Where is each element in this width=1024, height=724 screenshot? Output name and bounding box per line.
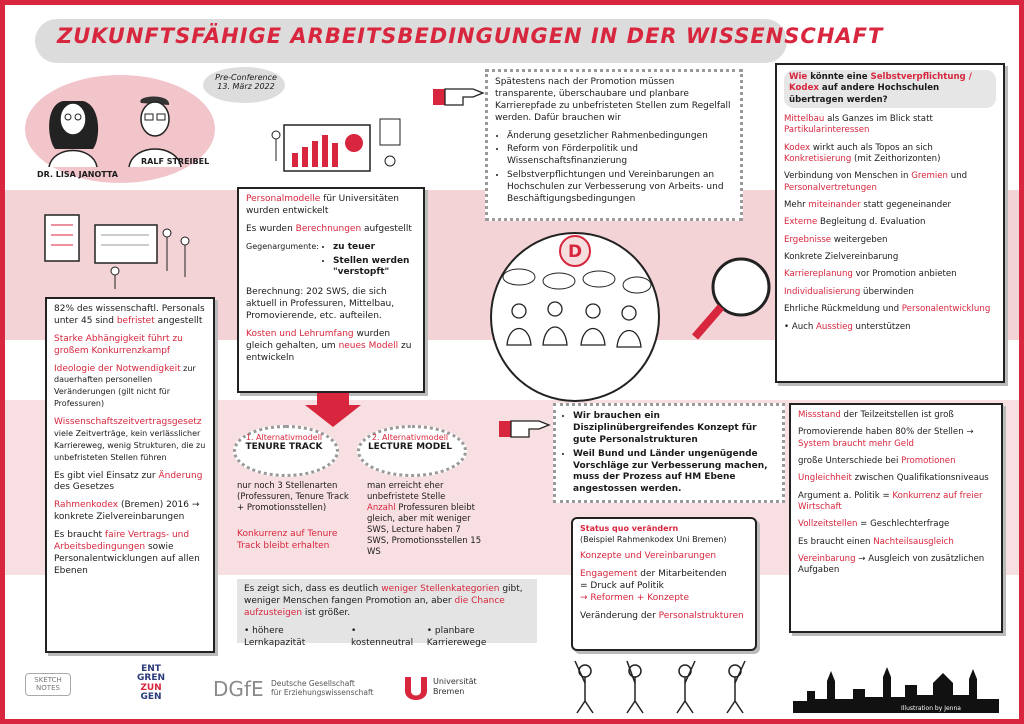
counter-item: • zu teuer bbox=[333, 242, 416, 254]
part-time-issues-box bbox=[789, 403, 1003, 633]
center-p1: Personalmodelle für Universitäten wurden entwickelt bbox=[246, 194, 399, 216]
concept-bullet: • Weil Bund und Länder ungenügende Vorschläge zur Verbesserung machen, muss der Prozess auf HM Ebene angestossen werden. bbox=[573, 449, 775, 497]
codex-item: • Auch Ausstieg unterstützen bbox=[784, 321, 911, 332]
left-item: Ideologie der Notwendigkeit zur dauerhaften personellen Veränderungen (gilt nicht für Professuren) bbox=[54, 363, 196, 409]
career-bullet: • Reform von Förderpolitik und Wissenschaftsfinanzierung bbox=[507, 144, 733, 168]
discipline-concept-box bbox=[553, 403, 785, 503]
event-label bbox=[211, 73, 281, 91]
city-skyline-icon bbox=[793, 661, 999, 713]
codex-question: Wie könnte eine Selbstverpflichtung / Kodex auf andere Hochschulen übertragen werden? bbox=[784, 70, 996, 108]
conclusion-bullet: • höhere Lernkapazität bbox=[244, 625, 306, 648]
conclusion-bullet: • kostenneutral bbox=[351, 625, 414, 648]
presentation-chart-icon bbox=[270, 113, 410, 185]
magnifier-icon bbox=[689, 249, 785, 345]
clipboard-people-icon bbox=[35, 211, 205, 291]
left-facts-box bbox=[45, 297, 215, 653]
conclusion-text: Es zeigt sich, dass es deutlich weniger Stellenkategorien gibt, weniger Menschen fangen Promotion an, aber die Chance aufzusteigen ist größer. bbox=[244, 584, 523, 618]
alt1-header: 1. Alternativmodell TENURE TRACK bbox=[245, 433, 323, 452]
center-p2: Es wurden Berechnungen aufgestellt bbox=[246, 223, 412, 234]
counter-item: • Stellen werden "verstopft" bbox=[333, 256, 416, 280]
conclusion-bullet: • planbare Karrierewege bbox=[426, 625, 487, 648]
conclusion-bullets bbox=[244, 626, 530, 650]
dgfe-logo: DGfE bbox=[213, 677, 264, 701]
left-item: Rahmenkodex (Bremen) 2016 → konkrete Zielvereinbarungen bbox=[54, 500, 200, 523]
left-item: Es braucht faire Vertrags- und Arbeitsbedingungen sowie Personalentwicklungen auf allen Ebenen bbox=[54, 530, 200, 576]
codex-item: Externe Begleitung d. Evaluation bbox=[784, 217, 926, 228]
page-title: ZUKUNFTSFÄHIGE ARBEITSBEDINGUNGEN IN DER WISSENSCHAFT bbox=[57, 24, 884, 48]
people-lifting-icon bbox=[565, 657, 765, 715]
career-intro: Spätestens nach der Promotion müssen transparente, überschaubare und planbare Karrierepfade zu unbefristeten Stellen zum Regelfall werden. Dafür brauchen wir bbox=[495, 77, 731, 123]
career-paths-box bbox=[485, 69, 743, 221]
issue-item: Vollzeitstellen = Geschlechterfrage bbox=[798, 519, 950, 530]
codex-item: Ergebnisse weitergeben bbox=[784, 234, 888, 245]
down-arrow-icon bbox=[303, 393, 363, 427]
codex-item: Verbindung von Menschen in Gremien und Personalvertretungen bbox=[784, 171, 968, 193]
speaker-portraits-icon bbox=[35, 79, 205, 169]
codex-item: Ehrliche Rückmeldung und Personalentwicklung bbox=[784, 304, 991, 315]
conclusion-box bbox=[237, 579, 537, 648]
concept-bullet: • Wir brauchen ein Disziplinübergreifendes Konzept für gute Personalstrukturen bbox=[573, 411, 775, 447]
left-item: Starke Abhängigkeit führt zu großem Konkurrenzkampf bbox=[54, 333, 183, 356]
codex-transfer-box bbox=[775, 63, 1005, 383]
codex-item: Konkrete Zielvereinbarung bbox=[784, 252, 899, 263]
alt1-desc: nur noch 3 Stellenarten (Professuren, Tenure Track + Promotionsstellen) bbox=[237, 481, 349, 514]
issue-item: Promovierende haben 80% der Stellen → System braucht mehr Geld bbox=[798, 427, 974, 449]
codex-item: Mehr miteinander statt gegeneinander bbox=[784, 200, 952, 211]
alt1-note: Konkurrenz auf Tenure Track bleibt erhalten bbox=[237, 529, 338, 551]
sketchnotes-logo: SKETCH NOTES bbox=[25, 673, 71, 696]
pointing-hand-icon-2 bbox=[499, 413, 551, 443]
codex-item: Individualisierung überwinden bbox=[784, 286, 914, 297]
career-bullet: • Selbstverpflichtungen und Vereinbarungen an Hochschulen zur Verbesserung von Arbeits- und Beschäftigungsbedingungen bbox=[507, 170, 733, 206]
codex-item: Kodex wirkt auch als Topos an sich Konkretisierung (mit Zeithorizonten) bbox=[784, 142, 941, 165]
left-item: Es gibt viel Einsatz zur Änderung des Gesetzes bbox=[54, 470, 203, 493]
illustrator-credit: Illustration by Jenna bbox=[901, 705, 961, 712]
issue-item: Missstand der Teilzeitstellen ist groß bbox=[798, 410, 954, 420]
uni-bremen-logo-icon bbox=[403, 675, 429, 703]
personnel-model-box bbox=[237, 187, 425, 393]
counter-arguments: Gegenargumente: • zu teuer • Stellen werden "verstopft" bbox=[246, 242, 416, 282]
center-p4: Kosten und Lehrumfang wurden gleich gehalten, um neues Modell zu entwickeln bbox=[246, 328, 412, 363]
status-quo-box: Status quo verändern (Beispiel Rahmenkodex Uni Bremen) Konzepte und Vereinbarungen Engagement der Mitarbeitenden = Druck auf Politik → Reformen + Konzepte Veränderung der Personalstrukturen bbox=[571, 517, 757, 651]
codex-item: Karriereplanung vor Promotion anbieten bbox=[784, 269, 957, 280]
speaker-name-2: RALF STREIBEL bbox=[141, 157, 210, 166]
issue-item: Argument a. Politik = Konkurrenz auf freier Wirtschaft bbox=[798, 490, 983, 513]
issue-item: große Unterschiede bei Promotionen bbox=[798, 456, 956, 467]
alt2-desc: man erreicht eher unbefristete Stelle Anzahl Professuren bleibt gleich, aber mit weniger SWS, Lecture haben 7 SWS, Promotionsstellen 15 WS bbox=[367, 481, 482, 558]
center-p3: Berechnung: 202 SWS, die sich aktuell in Professuren, Mittelbau, Promovierende, etc. aufteilen. bbox=[246, 287, 395, 321]
discussion-group-icon bbox=[469, 225, 681, 403]
entgrenzungen-logo: ENT GREN ZUN GEN bbox=[137, 664, 165, 703]
pointing-hand-icon bbox=[433, 81, 485, 111]
svg-text:D: D bbox=[568, 242, 583, 262]
codex-item: Mittelbau als Ganzes im Blick statt Partikularinteressen bbox=[784, 114, 933, 136]
issue-item: Es braucht einen Nachteilsausgleich bbox=[798, 536, 954, 547]
uni-bremen-name: Universität Bremen bbox=[433, 677, 477, 696]
dgfe-name: Deutsche Gesellschaft für Erziehungswissenschaft bbox=[271, 679, 374, 697]
alt2-header: 2. Alternativmodell LECTURE MODEL bbox=[367, 433, 453, 452]
career-bullet: • Änderung gesetzlicher Rahmenbedingungen bbox=[507, 131, 733, 143]
issue-item: Ungleichheit zwischen Qualifikationsniveaus bbox=[798, 473, 989, 484]
event-line-2: 13. März 2022 bbox=[217, 82, 275, 91]
issue-item: Vereinbarung → Ausgleich von zusätzlichen Aufgaben bbox=[798, 554, 985, 576]
left-item: Wissenschaftszeitvertragsgesetz viele Zeitverträge, kein verlässlicher Karriereweg, wenig Strukturen, die zu unbefristeten Stellen führen bbox=[54, 417, 206, 462]
event-line-1: Pre-Conference bbox=[215, 73, 277, 82]
career-bullets bbox=[495, 131, 733, 206]
speaker-name-1: DR. LISA JANOTTA bbox=[37, 170, 118, 179]
left-item: 82% des wissenschaftl. Personals unter 45 sind befristet angestellt bbox=[54, 304, 205, 326]
